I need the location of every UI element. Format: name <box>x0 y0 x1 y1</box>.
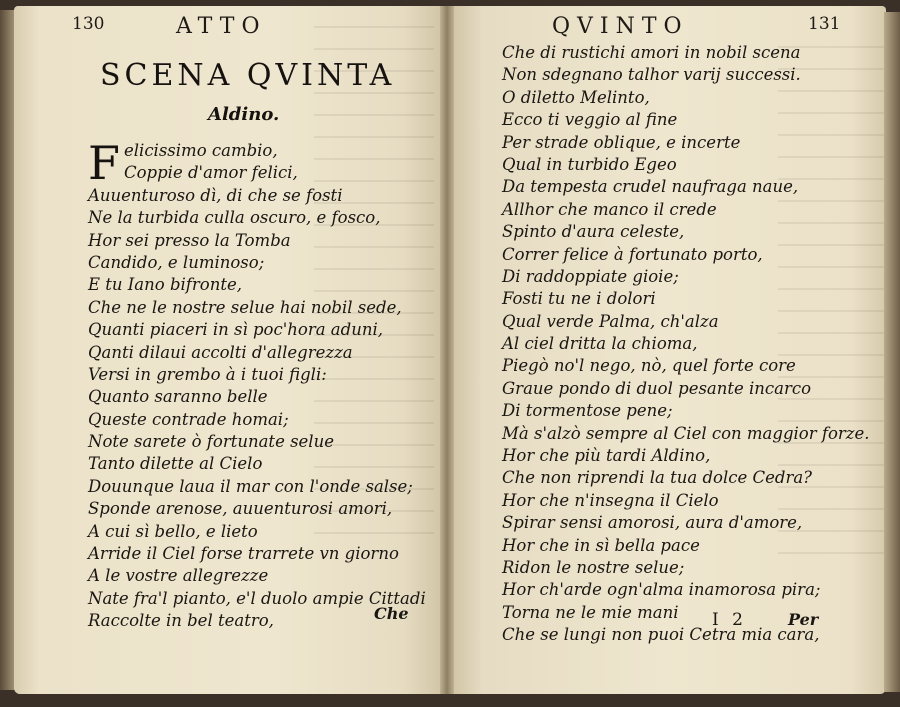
verse-line: Qanti dilaui accolti d'allegrezza <box>88 342 353 362</box>
verse-line: Note sarete ò fortunate selue <box>88 432 334 452</box>
drop-cap: F <box>88 136 120 190</box>
verse-line: Raccolte in bel teatro, <box>88 611 274 631</box>
page-number: 131 <box>808 14 841 34</box>
page-number: 130 <box>72 14 105 34</box>
verse-line: Quanto saranno belle <box>88 387 268 407</box>
catchword: Che <box>374 604 409 623</box>
book-edge-right <box>884 12 900 692</box>
scene-title: SCENA QVINTA <box>100 58 396 93</box>
verse-line: Che se lungi non puoi Cetra mia cara, <box>502 625 820 645</box>
verse-line: Queste contrade homai; <box>88 409 289 429</box>
verse-line: Arride il Ciel forse trarrete vn giorno <box>88 544 399 564</box>
verse-line: Qual verde Palma, ch'alza <box>502 311 719 331</box>
verse-line: Nate fra'l pianto, e'l duolo ampie Cittadi <box>88 588 426 608</box>
verse-line: Hor ch'arde ogn'alma inamorosa pira; <box>502 580 821 600</box>
verse-line: Quanti piaceri in sì poc'hora aduni, <box>88 320 383 340</box>
verse-line: A cui sì bello, e lieto <box>88 521 258 541</box>
verse-line: Piegò no'l nego, nò, quel forte core <box>502 356 796 376</box>
verse-line: O diletto Melinto, <box>502 87 650 107</box>
verse-line: Qual in turbido Egeo <box>502 154 677 174</box>
verse-line: Che non riprendi la tua dolce Cedra? <box>502 468 813 488</box>
signature-mark: I 2 <box>712 610 747 630</box>
verse-line: Al ciel dritta la chioma, <box>502 334 698 354</box>
verse-line: A le vostre allegrezze <box>88 566 269 586</box>
verse-line: Di raddoppiate gioie; <box>502 266 679 286</box>
right-verse-lines <box>502 42 869 647</box>
verse-line: Ne la turbida culla oscuro, e fosco, <box>88 208 381 228</box>
verse-line: Per strade oblique, e incerte <box>502 132 741 152</box>
verse-line: elicissimo cambio, <box>124 141 278 160</box>
verse-line: Torna ne le mie mani <box>502 602 679 622</box>
verse-line: Spirar sensi amorosi, aura d'amore, <box>502 513 803 533</box>
verse-line: Candido, e luminoso; <box>88 252 265 272</box>
verse-line: Graue pondo di duol pesante incarco <box>502 378 812 398</box>
running-head: QVINTO <box>552 14 689 39</box>
verse-line: Hor che in sì bella pace <box>502 535 700 555</box>
verse-line: Correr felice à fortunato porto, <box>502 244 763 264</box>
verse-line: Da tempesta crudel naufraga naue, <box>502 177 799 197</box>
verse-line: Che ne le nostre selue hai nobil sede, <box>88 297 402 317</box>
verse-line: Ecco ti veggio al fine <box>502 110 678 130</box>
verse-line: Auuenturoso dì, di che se fosti <box>88 185 343 205</box>
verse-line: Ridon le nostre selue; <box>502 557 685 577</box>
verse-line: Spinto d'aura celeste, <box>502 222 685 242</box>
verse-line: Hor sei presso la Tomba <box>88 230 291 250</box>
verse-line: Douunque laua il mar con l'onde salse; <box>88 476 413 496</box>
verse-line: E tu Iano bifronte, <box>88 275 242 295</box>
verse-line: Hor che più tardi Aldino, <box>502 446 711 466</box>
running-head: ATTO <box>176 14 267 39</box>
verse-line: Mà s'alzò sempre al Ciel con maggior forze. <box>502 423 870 443</box>
verse-line: Fosti tu ne i dolori <box>502 289 656 309</box>
speaker-name: Aldino. <box>208 104 280 125</box>
verse-line: Allhor che manco il crede <box>502 199 717 219</box>
verse-line: Tanto dilette al Cielo <box>88 454 263 474</box>
verse-line: Hor che n'insegna il Cielo <box>502 490 719 510</box>
verse-line: Versi in grembo à i tuoi figli: <box>88 364 327 384</box>
verse-line: Sponde arenose, auuenturosi amori, <box>88 499 393 519</box>
verse-line: Di tormentose pene; <box>502 401 673 421</box>
book-gutter <box>440 6 454 694</box>
verse-line: Che di rustichi amori in nobil scena <box>502 43 801 62</box>
verse-line: Non sdegnano talhor varij successi. <box>502 65 801 85</box>
left-verse-lines <box>88 136 426 633</box>
catchword: Per <box>788 610 819 629</box>
verse-line: Coppie d'amor felici, <box>124 163 298 183</box>
